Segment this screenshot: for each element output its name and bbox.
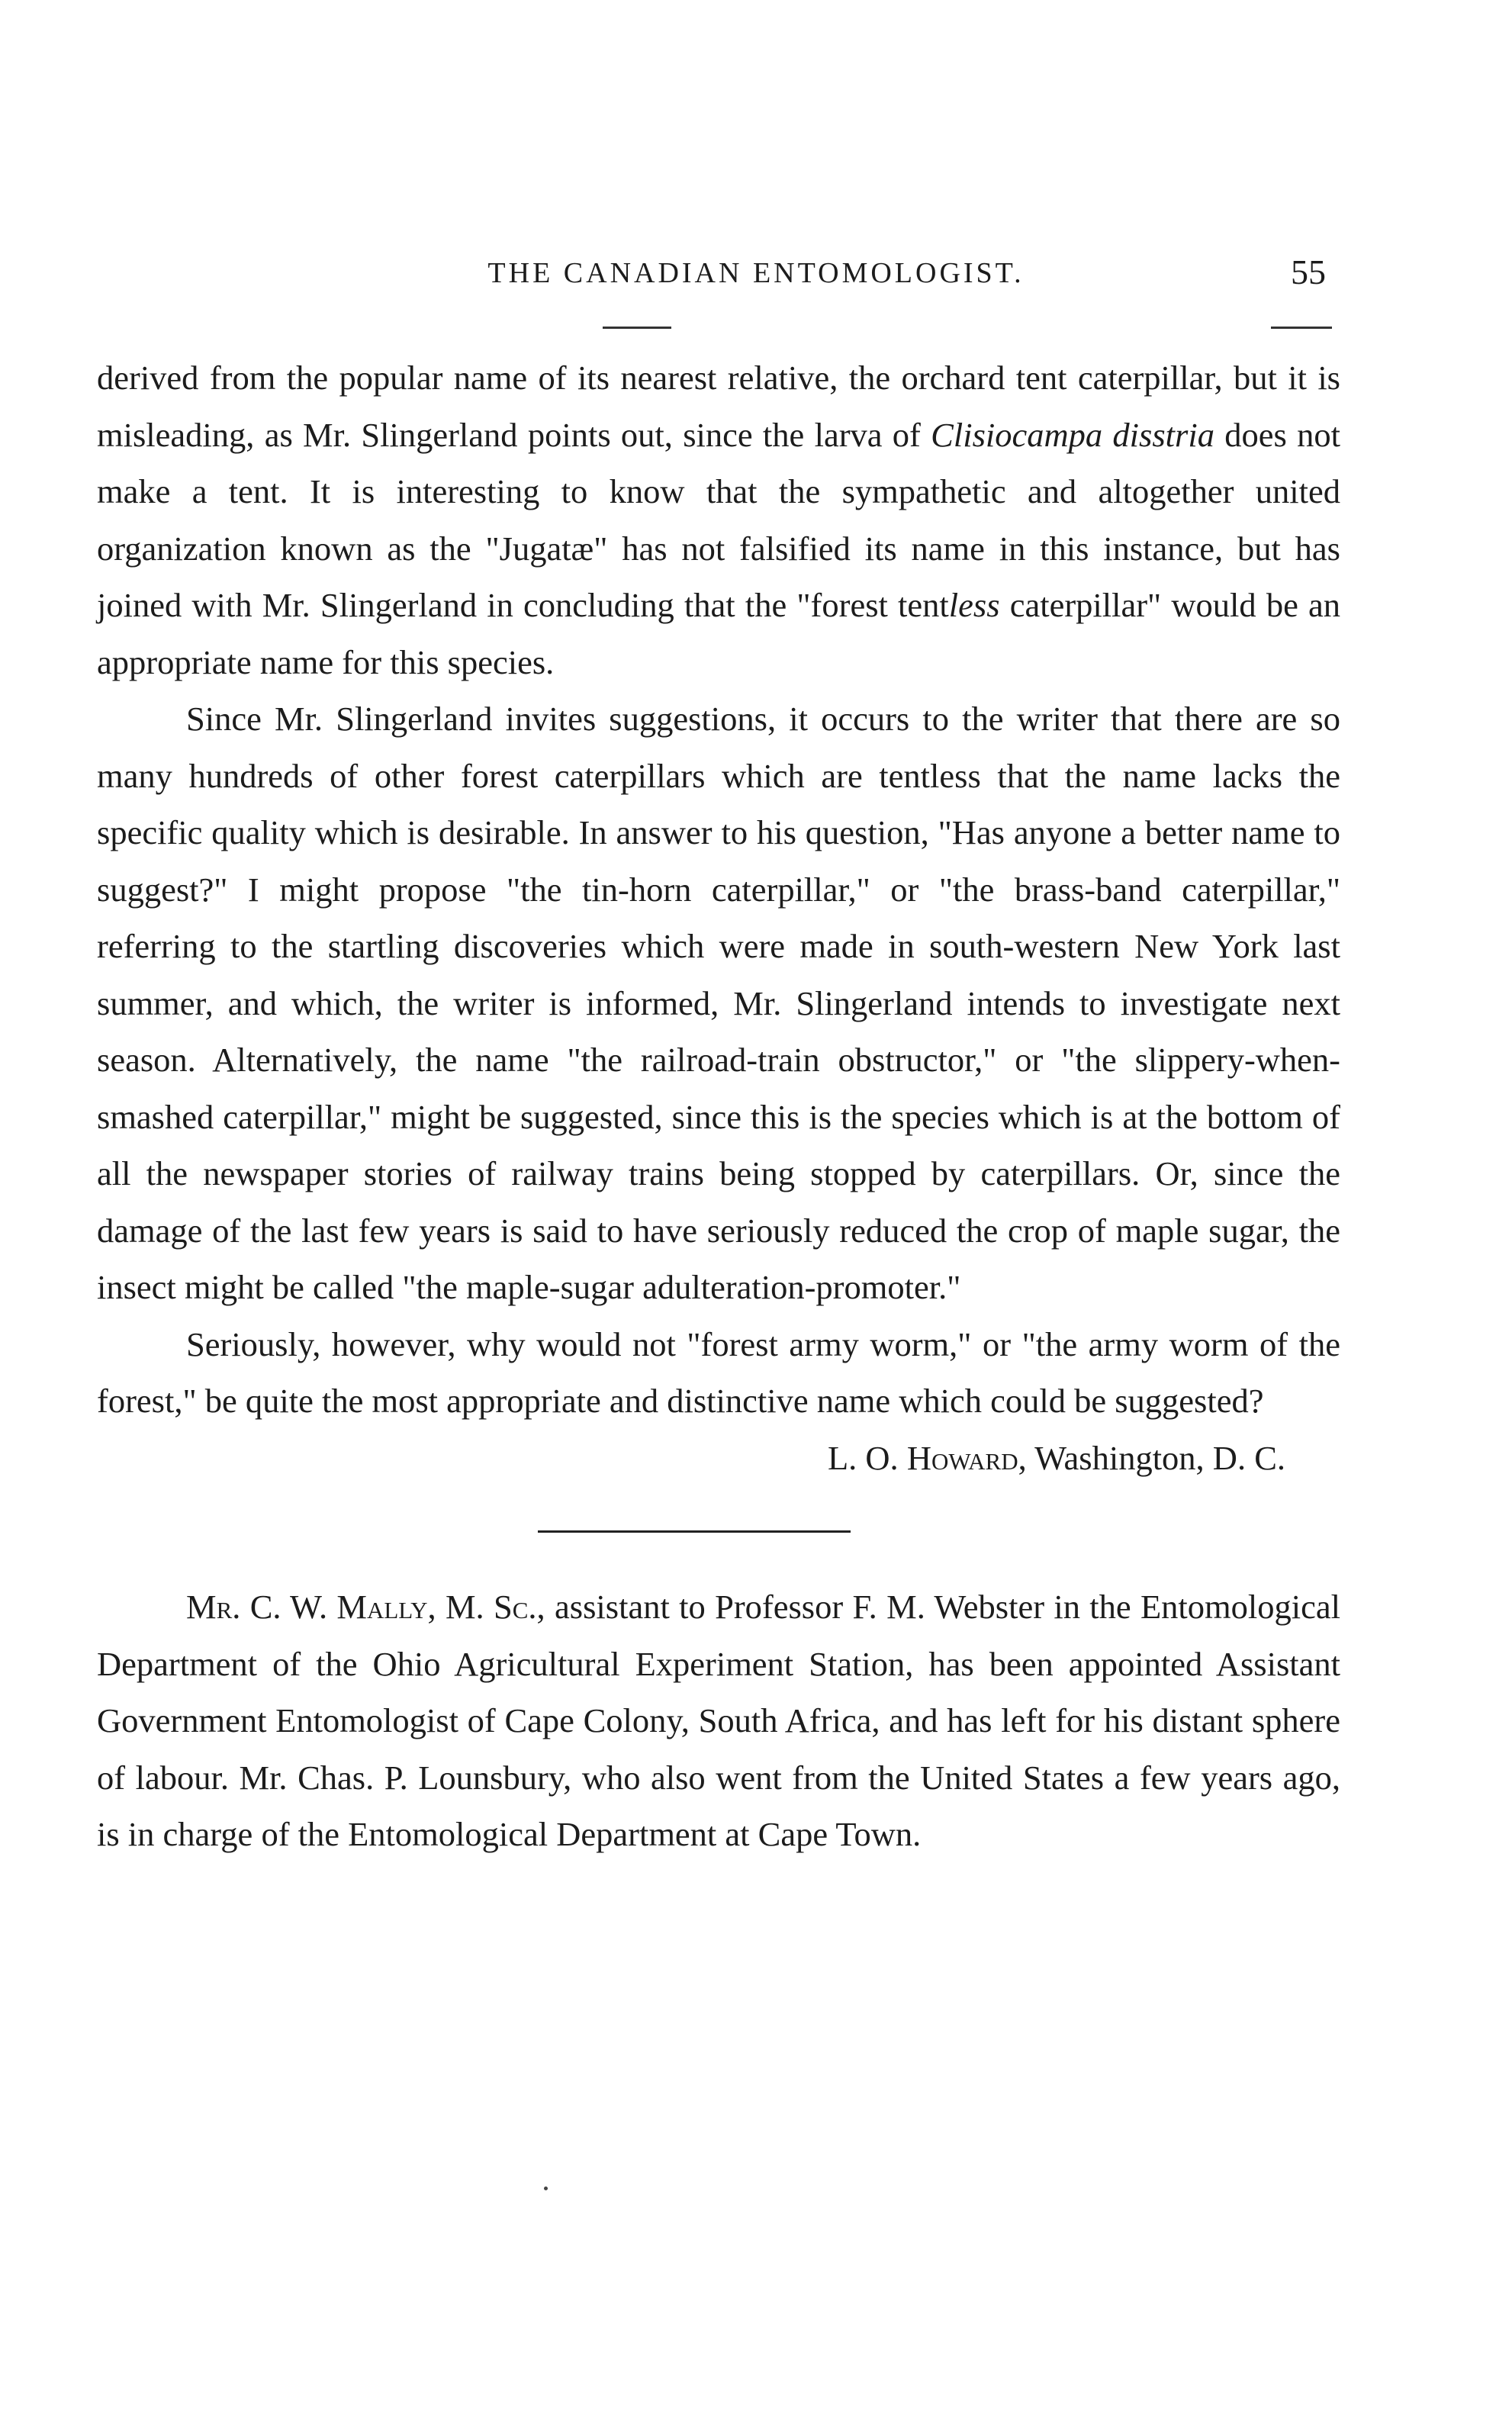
page-number: 55 [1291,253,1326,291]
news-note [97,1578,1340,1863]
para1-text-middle: does not make a tent. It is interesting to know that the sympathetic and altogether united organization known as the "Jugatæ" has not falsified its name in this instance, but has joined with Mr. Slingerland in concluding that the "forest tent [97,415,1340,624]
print-speck [544,2187,548,2190]
header-rule [603,327,671,329]
paragraph-suggestions: Since Mr. Slingerland invites suggestions, it occurs to the writer that there are so many hundreds of other forest caterpillars which are tentless that the name lacks the specific quality which is desirable. In answer to his question, "Has anyone a better name to suggest?" I might propose "the tin-horn caterpillar," or "the brass-band caterpillar," referring to the startling discoveries which were made in south-western New York last summer, and which, the writer is informed, Mr. Slingerland intends to investigate next season. Alternatively, the name "the railroad-train obstructor," or "the slippery-when-smashed caterpillar," might be suggested, since this is the species which is at the bottom of all the newspaper stories of railway trains being stopped by caterpillars. Or, since the damage of the last few years is said to have seriously reduced the crop of maple sugar, the insect might be called "the maple-sugar adulteration-promoter." [97,700,1340,1306]
section-divider [538,1530,851,1533]
paragraph-conclusion: Seriously, however, why would not "forest army worm," or "the army worm of the forest," be quite the most appropriate and distinctive name which could be suggested? [97,1324,1340,1420]
running-head [0,252,1512,298]
body-text [97,349,1340,1863]
note-name-prefix: Mr. C. W. [186,1588,337,1626]
author-place: , Washington, D. C. [1018,1438,1285,1477]
paragraph-continued [97,349,1340,690]
note-credentials: , M. Sc., [427,1588,545,1626]
emphasis-less: less [948,586,1000,624]
author-signature [97,1430,1340,1487]
author-surname: Howard [906,1438,1018,1477]
note-body: assistant to Professor F. M. Webster in the Entomological Department of the Ohio Agricultural Experiment Station, has been appointed Assistant Government Entomologist of Cape Colony, South Africa, and has left for his distant sphere of labour. Mr. Chas. P. Lounsbury, who also went from the United States a few years ago, is in charge of the Entomological Department at Cape Town. [97,1588,1341,1853]
author-initials: L. O. [827,1438,907,1477]
species-name: Clisiocampa disstria [931,415,1214,454]
running-title: THE CANADIAN ENTOMOLOGIST. [487,257,1025,289]
header-rule [1271,327,1332,329]
para1-text-end: caterpillar" would be an appropriate name for this species. [97,586,1340,681]
para1-text-start: derived from the popular name of its nearest relative, the orchard tent caterpillar, but it is misleading, as Mr. Slingerland points out, since the larva of [97,359,1340,454]
note-surname: Mally [336,1588,428,1626]
